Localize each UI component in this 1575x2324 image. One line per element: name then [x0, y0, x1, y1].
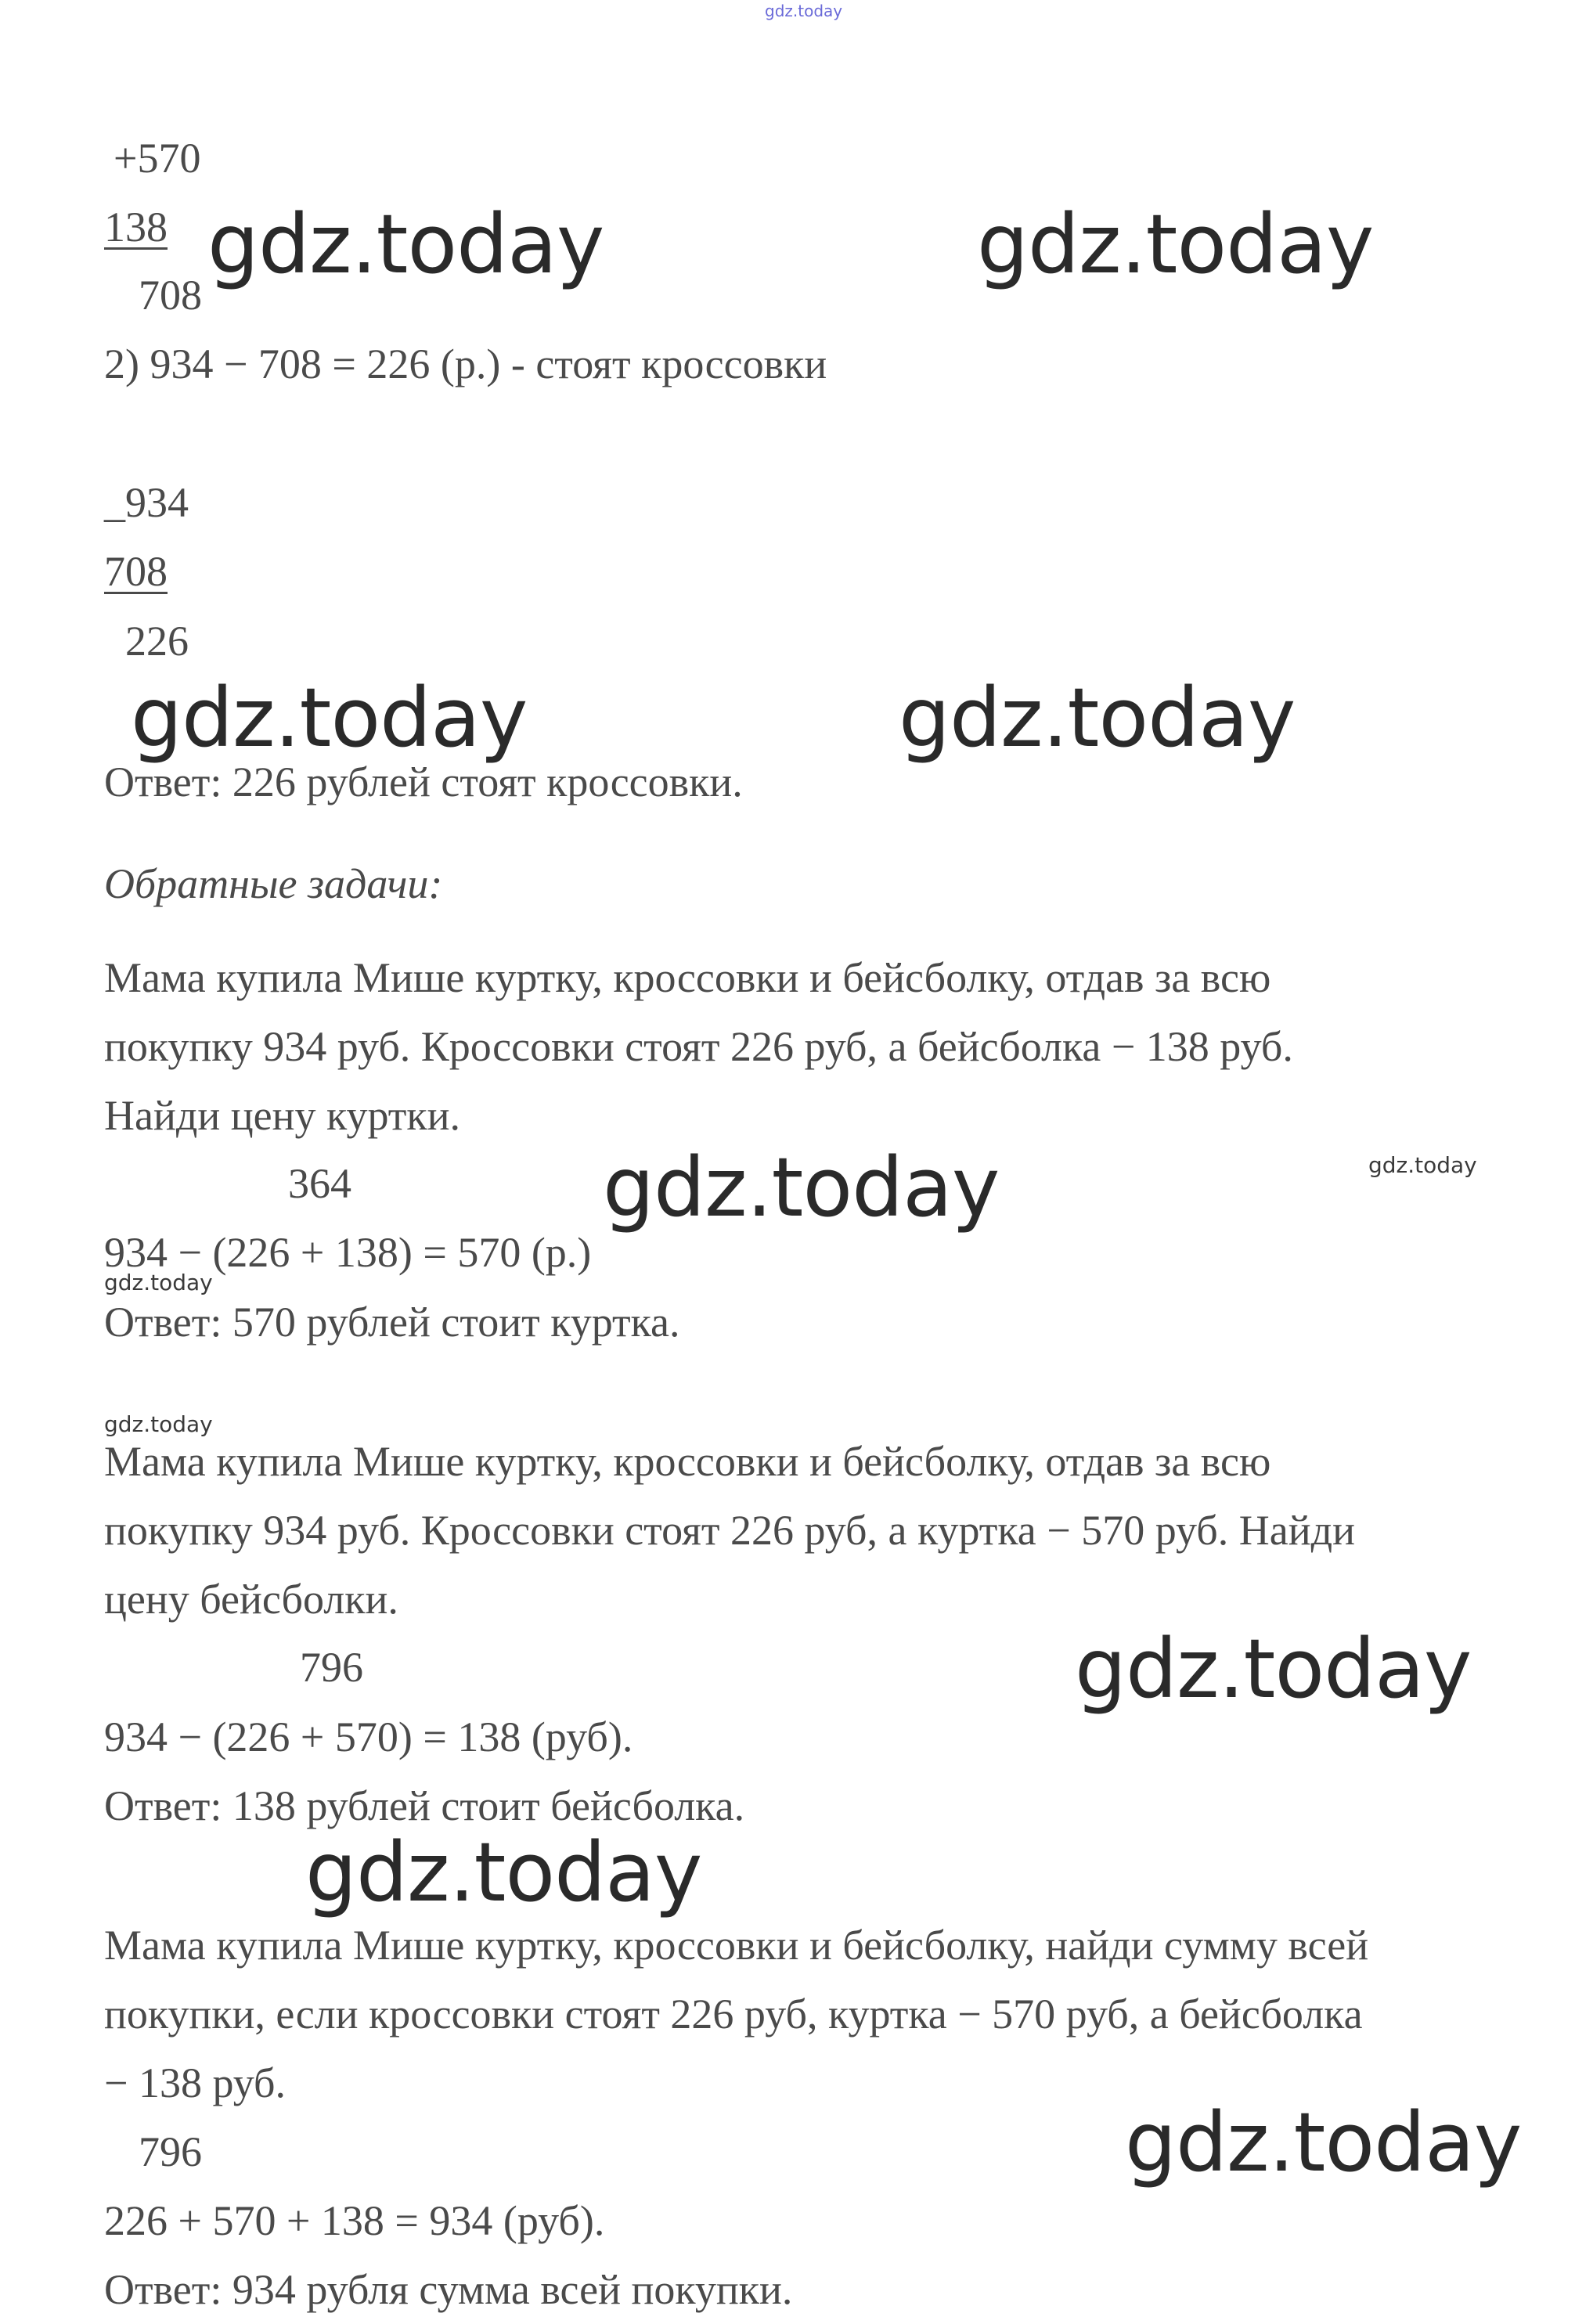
task2-line-3: цену бейсболки.: [104, 1576, 398, 1623]
task1-line-3: Найди цену куртки.: [104, 1092, 460, 1139]
calc2-top: _934: [104, 479, 189, 526]
answer-1: Ответ: 226 рублей стоят кроссовки.: [104, 758, 743, 805]
task1-expression: 934 − (226 + 138) = 570 (р.): [104, 1229, 592, 1276]
task2-line-2: покупку 934 руб. Кроссовки стоят 226 руб, а куртка − 570 руб. Найди: [104, 1507, 1355, 1554]
task3-line-1: Мама купила Мише куртку, кроссовки и бейсболку, найди сумму всей: [104, 1922, 1369, 1969]
watermark-small: gdz.today: [1368, 1152, 1477, 1178]
task3-answer: Ответ: 934 рубля сумма всей покупки.: [104, 2266, 793, 2313]
task2-intermediate-sum: 796: [300, 1644, 363, 1691]
task3-line-2: покупки, если кроссовки стоят 226 руб, куртка − 570 руб, а бейсболка: [104, 1991, 1363, 2038]
watermark: gdz.today: [207, 196, 604, 292]
watermark-small: gdz.today: [104, 1411, 213, 1437]
step2-expression: 2) 934 − 708 = 226 (р.) - стоят кроссовки: [104, 340, 827, 387]
calc2-middle: 708: [104, 548, 168, 595]
task3-expression: 226 + 570 + 138 = 934 (руб).: [104, 2197, 605, 2244]
task1-intermediate-sum: 364: [288, 1160, 351, 1207]
task1-line-2: покупку 934 руб. Кроссовки стоят 226 руб, а бейсболка − 138 руб.: [104, 1023, 1293, 1070]
top-watermark: gdz.today: [765, 2, 843, 20]
calc1-middle: 138: [104, 204, 168, 250]
watermark: gdz.today: [977, 196, 1374, 292]
calc1-result: 708: [139, 272, 202, 319]
watermark: gdz.today: [131, 670, 528, 766]
task2-line-1: Мама купила Мише куртку, кроссовки и бейсболку, отдав за всю: [104, 1438, 1271, 1485]
watermark: gdz.today: [305, 1825, 702, 1920]
watermark: gdz.today: [899, 670, 1296, 766]
watermark: gdz.today: [1075, 1621, 1472, 1717]
task2-expression: 934 − (226 + 570) = 138 (руб).: [104, 1713, 633, 1760]
task3-intermediate-sum: 796: [139, 2128, 202, 2175]
watermark: gdz.today: [1125, 2095, 1522, 2190]
watermark-small: gdz.today: [104, 1270, 213, 1295]
task2-answer: Ответ: 138 рублей стоит бейсболка.: [104, 1782, 745, 1829]
task1-line-1: Мама купила Мише куртку, кроссовки и бейсболку, отдав за всю: [104, 954, 1271, 1001]
task1-answer: Ответ: 570 рублей стоит куртка.: [104, 1299, 680, 1346]
inverse-tasks-heading: Обратные задачи:: [104, 860, 443, 907]
calc1-top: +570: [114, 135, 201, 182]
task3-line-3: − 138 руб.: [104, 2059, 287, 2106]
calc2-result: 226: [125, 618, 189, 665]
watermark: gdz.today: [603, 1140, 1000, 1235]
